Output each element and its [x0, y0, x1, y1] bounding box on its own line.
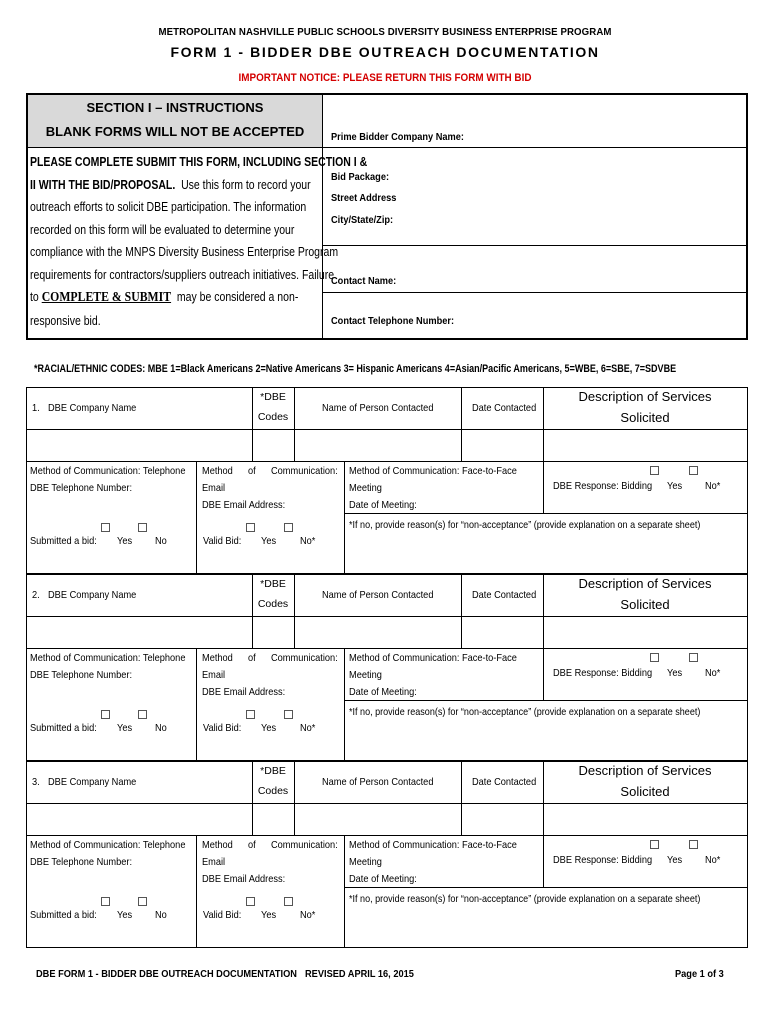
entry-1-response-yes: Yes — [667, 480, 683, 492]
entry-1-response-label: DBE Response: Bidding — [553, 480, 653, 492]
entry-3-blank-row-bottom-rule — [26, 835, 748, 836]
entry-1-method-col-1 — [196, 461, 197, 573]
entry-3-method-face-2: Meeting — [349, 856, 382, 868]
entry-3-response-no-checkbox[interactable] — [689, 840, 698, 849]
entry-1-method-row-bottom-rule — [344, 513, 748, 514]
entry-1-description-label-2: Solicited — [620, 410, 670, 425]
entry-2-response-no-checkbox[interactable] — [689, 653, 698, 662]
section1-title-bottom-rule — [28, 147, 747, 148]
entry-2-codes-label-1: *DBE — [260, 578, 286, 590]
contact-name-label[interactable]: Contact Name: — [331, 275, 397, 287]
entry-2-codes-label-2: Codes — [257, 598, 289, 610]
entry-2-email-address-label[interactable]: DBE Email Address: — [202, 686, 286, 698]
entry-2-response-yes: Yes — [667, 667, 683, 679]
entry-2-number: 2. — [32, 589, 40, 601]
entry-3-method-email-a: Method — [202, 839, 233, 851]
entry-3-bottom-rule — [26, 947, 748, 948]
entry-2-telephone-number-label[interactable]: DBE Telephone Number: — [30, 669, 133, 681]
entry-1-response-no-checkbox[interactable] — [689, 466, 698, 475]
entry-2-method-email-c: Communication: — [271, 652, 338, 664]
entry-3-number: 3. — [32, 776, 40, 788]
entry-1-response-col — [543, 461, 544, 513]
footer-form-name: DBE FORM 1 - BIDDER DBE OUTREACH DOCUMENTATION — [36, 968, 297, 980]
entry-3-submitted-label: Submitted a bid: — [30, 909, 97, 921]
entry-3-method-face: Method of Communication: Face-to-Face — [349, 839, 517, 851]
entry-1-blank-row-bottom-rule — [26, 461, 748, 462]
entry-3-valid-no-checkbox[interactable] — [284, 897, 293, 906]
entry-2-method-face-2: Meeting — [349, 669, 382, 681]
instructions-line-2-bold: II WITH THE BID/PROPOSAL. — [30, 177, 176, 192]
entry-3-method-col-1 — [196, 835, 197, 947]
entry-2-response-no: No* — [705, 667, 721, 679]
entry-2-submitted-label: Submitted a bid: — [30, 722, 97, 734]
entry-2-header-col-3 — [461, 574, 462, 648]
entry-2-top-rule — [26, 574, 748, 575]
entry-2-submitted-no-checkbox[interactable] — [138, 710, 147, 719]
entry-1-valid-yes-checkbox[interactable] — [246, 523, 255, 532]
entry-3-response-col — [543, 835, 544, 887]
form-title: FORM 1 - BIDDER DBE OUTREACH DOCUMENTATION — [170, 44, 600, 60]
entry-3-reason-note: *If no, provide reason(s) for “non-acceptance” (provide explanation on a separate sheet) — [349, 893, 701, 905]
entry-2-method-col-2 — [344, 648, 345, 760]
entry-3-right-rule — [747, 761, 748, 947]
entry-1-method-telephone: Method of Communication: Telephone — [30, 465, 186, 477]
entry-1-description-label-1: Description of Services — [578, 389, 712, 404]
entry-3-submitted-yes-checkbox[interactable] — [101, 897, 110, 906]
entry-2-header-bottom-rule — [26, 616, 748, 617]
entry-3-header-col-2 — [294, 761, 295, 835]
entry-3-response-no: No* — [705, 854, 721, 866]
instructions-text — [30, 151, 534, 332]
entry-1-valid-no-checkbox[interactable] — [284, 523, 293, 532]
entry-3-email-address-label[interactable]: DBE Email Address: — [202, 873, 286, 885]
entry-2-valid-no-checkbox[interactable] — [284, 710, 293, 719]
instructions-line-3: outreach efforts to solicit DBE participation. The information — [30, 200, 307, 214]
entry-3-submitted-yes: Yes — [117, 909, 133, 921]
entry-3-method-email-2: Email — [202, 856, 226, 868]
section1-title: SECTION I – INSTRUCTIONS — [86, 100, 264, 115]
entry-1-right-rule — [747, 387, 748, 573]
entry-1-codes-label-2: Codes — [257, 411, 289, 423]
entry-2-valid-yes: Yes — [261, 722, 277, 734]
entry-1-header-col-3 — [461, 387, 462, 461]
entry-2-submitted-yes: Yes — [117, 722, 133, 734]
entry-1-codes-label-1: *DBE — [260, 391, 286, 403]
entry-2-date-contacted-label[interactable]: Date Contacted — [472, 589, 537, 601]
entry-3-left-rule — [26, 761, 27, 947]
complete-submit-emphasis: COMPLETE & SUBMIT — [41, 290, 172, 305]
instructions-line-1: PLEASE COMPLETE SUBMIT THIS FORM, INCLUDING SECTION I & — [30, 155, 368, 169]
entry-1-email-address-label[interactable]: DBE Email Address: — [202, 499, 286, 511]
entry-1-submitted-yes-checkbox[interactable] — [101, 523, 110, 532]
entry-3-method-email-c: Communication: — [271, 839, 338, 851]
racial-ethnic-codes: *RACIAL/ETHNIC CODES: MBE 1=Black Americans 2=Native Americans 3= Hispanic Americans 4=Asian/Pacific Americans, 5=WBE, 6=SBE, 7=SDVBE — [34, 363, 677, 375]
entry-1-method-email-2: Email — [202, 482, 226, 494]
entry-3-description-label-1: Description of Services — [578, 763, 712, 778]
entry-1-valid-no: No* — [300, 535, 316, 547]
footer-page: Page 1 of 3 — [675, 968, 724, 980]
entry-3-submitted-no-checkbox[interactable] — [138, 897, 147, 906]
agency-title: METROPOLITAN NASHVILLE PUBLIC SCHOOLS DIVERSITY BUSINESS ENTERPRISE PROGRAM — [158, 26, 612, 38]
entry-1-submitted-label: Submitted a bid: — [30, 535, 97, 547]
entry-3-response-yes: Yes — [667, 854, 683, 866]
entry-3-valid-no: No* — [300, 909, 316, 921]
entry-1-company-label[interactable]: DBE Company Name — [48, 402, 137, 414]
entry-2-header-col-2 — [294, 574, 295, 648]
entry-3-submitted-no: No — [155, 909, 167, 921]
entry-2-blank-row-bottom-rule — [26, 648, 748, 649]
street-address-label[interactable]: Street Address — [331, 192, 397, 204]
entry-3-method-telephone: Method of Communication: Telephone — [30, 839, 186, 851]
entry-1-valid-bid-label: Valid Bid: — [203, 535, 242, 547]
entry-3-valid-bid-label: Valid Bid: — [203, 909, 242, 921]
entry-3-response-yes-checkbox[interactable] — [650, 840, 659, 849]
entry-2-left-rule — [26, 574, 27, 760]
instructions-line-2 — [30, 174, 534, 197]
entry-1-submitted-no-checkbox[interactable] — [138, 523, 147, 532]
entry-1-date-contacted-label[interactable]: Date Contacted — [472, 402, 537, 414]
entry-3-response-label: DBE Response: Bidding — [553, 854, 653, 866]
entry-1-person-contacted-label[interactable]: Name of Person Contacted — [322, 402, 434, 414]
entry-3-meeting-date-label[interactable]: Date of Meeting: — [349, 873, 417, 885]
entry-3-method-col-2 — [344, 835, 345, 947]
entry-1-submitted-yes: Yes — [117, 535, 133, 547]
entry-3-telephone-number-label[interactable]: DBE Telephone Number: — [30, 856, 133, 868]
entry-1-top-rule — [26, 387, 748, 388]
entry-3-codes-label-1: *DBE — [260, 765, 286, 777]
entry-2-method-telephone: Method of Communication: Telephone — [30, 652, 186, 664]
contact-telephone-label[interactable]: Contact Telephone Number: — [331, 315, 455, 327]
instructions-line-7-to: to — [30, 290, 39, 304]
entry-3-valid-yes-checkbox[interactable] — [246, 897, 255, 906]
instructions-line-5: compliance with the MNPS Diversity Business Enterprise Program — [30, 245, 339, 259]
entry-1-method-face: Method of Communication: Face-to-Face — [349, 465, 517, 477]
entry-1-response-no: No* — [705, 480, 721, 492]
entry-1-left-rule — [26, 387, 27, 573]
entry-2-method-col-1 — [196, 648, 197, 760]
entry-3-top-rule — [26, 761, 748, 762]
entry-3-codes-label-2: Codes — [257, 785, 289, 797]
entry-2-response-col — [543, 648, 544, 700]
entry-2-reason-note: *If no, provide reason(s) for “non-acceptance” (provide explanation on a separate sheet) — [349, 706, 701, 718]
entry-1-reason-note: *If no, provide reason(s) for “non-acceptance” (provide explanation on a separate sheet) — [349, 519, 701, 531]
entry-2-submitted-no: No — [155, 722, 167, 734]
entry-1-method-face-2: Meeting — [349, 482, 382, 494]
entry-1-method-col-2 — [344, 461, 345, 573]
entry-1-submitted-no: No — [155, 535, 167, 547]
entry-2-meeting-date-label[interactable]: Date of Meeting: — [349, 686, 417, 698]
entry-2-valid-yes-checkbox[interactable] — [246, 710, 255, 719]
entry-2-response-label: DBE Response: Bidding — [553, 667, 653, 679]
instructions-line-2-rest: Use this form to record your — [181, 177, 311, 192]
entry-1-response-yes-checkbox[interactable] — [650, 466, 659, 475]
entry-2-response-yes-checkbox[interactable] — [650, 653, 659, 662]
entry-3-company-label[interactable]: DBE Company Name — [48, 776, 137, 788]
entry-2-valid-bid-label: Valid Bid: — [203, 722, 242, 734]
entry-2-method-email-a: Method — [202, 652, 233, 664]
entry-2-method-face: Method of Communication: Face-to-Face — [349, 652, 517, 664]
entry-2-person-contacted-label[interactable]: Name of Person Contacted — [322, 589, 434, 601]
entry-3-header-col-3 — [461, 761, 462, 835]
entry-2-submitted-yes-checkbox[interactable] — [101, 710, 110, 719]
section1-subtitle: BLANK FORMS WILL NOT BE ACCEPTED — [45, 124, 305, 139]
entry-2-company-label[interactable]: DBE Company Name — [48, 589, 137, 601]
entry-3-method-email-b: of — [248, 839, 256, 851]
bid-package-label[interactable]: Bid Package: — [331, 171, 390, 183]
entry-2-description-label-1: Description of Services — [578, 576, 712, 591]
entry-1-header-bottom-rule — [26, 429, 748, 430]
entry-1-header-col-2 — [294, 387, 295, 461]
entry-3-valid-yes: Yes — [261, 909, 277, 921]
entry-1-number: 1. — [32, 402, 40, 414]
entry-3-date-contacted-label[interactable]: Date Contacted — [472, 776, 537, 788]
entry-1-meeting-date-label[interactable]: Date of Meeting: — [349, 499, 417, 511]
instructions-line-4: recorded on this form will be evaluated to determine your — [30, 222, 295, 237]
entry-2-method-email-2: Email — [202, 669, 226, 681]
entry-2-method-row-bottom-rule — [344, 700, 748, 701]
instructions-line-6: requirements for contractors/suppliers outreach initiatives. Failure — [30, 267, 335, 282]
entry-3-method-row-bottom-rule — [344, 887, 748, 888]
instructions-line-8: responsive bid. — [30, 313, 101, 328]
entry-1-method-email-b: of — [248, 465, 256, 477]
entry-1-telephone-number-label[interactable]: DBE Telephone Number: — [30, 482, 133, 494]
entry-2-valid-no: No* — [300, 722, 316, 734]
important-notice: IMPORTANT NOTICE: PLEASE RETURN THIS FORM WITH BID — [238, 72, 532, 84]
entry-3-person-contacted-label[interactable]: Name of Person Contacted — [322, 776, 434, 788]
entry-1-method-email-a: Method — [202, 465, 233, 477]
entry-1-method-email-c: Communication: — [271, 465, 338, 477]
entry-2-method-email-b: of — [248, 652, 256, 664]
entry-3-header-bottom-rule — [26, 803, 748, 804]
entry-2-right-rule — [747, 574, 748, 760]
entry-1-valid-yes: Yes — [261, 535, 277, 547]
instructions-line-7-rest: may be considered a non- — [176, 290, 299, 304]
prime-bidder-company-label[interactable]: Prime Bidder Company Name: — [331, 131, 464, 143]
instructions-line-7 — [30, 286, 534, 310]
entry-2-description-label-2: Solicited — [620, 597, 670, 612]
entry-3-description-label-2: Solicited — [620, 784, 670, 799]
city-state-zip-label[interactable]: City/State/Zip: — [331, 214, 394, 226]
footer-revised: REVISED APRIL 16, 2015 — [305, 968, 414, 980]
